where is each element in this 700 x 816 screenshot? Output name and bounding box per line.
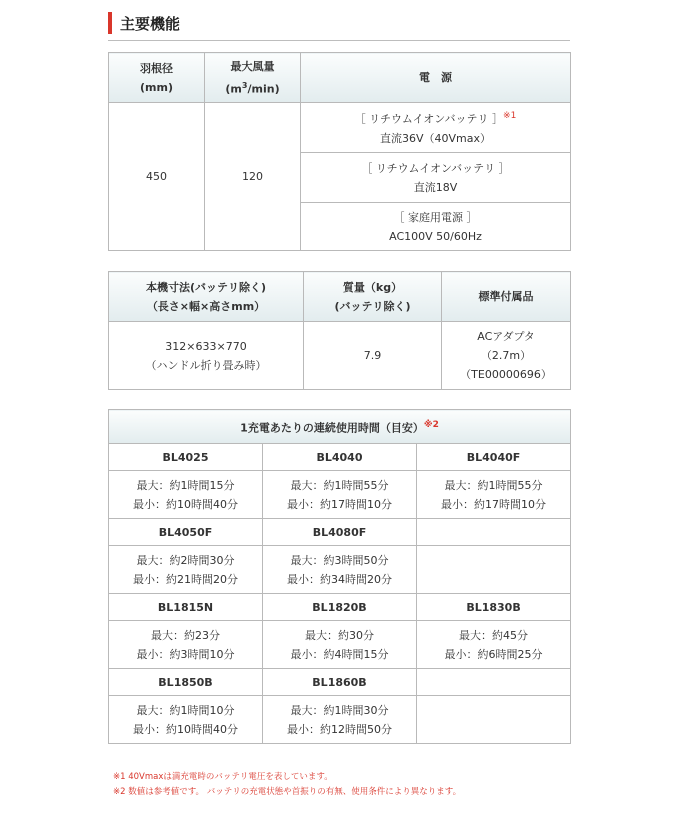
dimensions-header: 本機寸法(バッテリ除く) （長さ×幅×高さmm） (109, 272, 304, 322)
section-title: 主要機能 (120, 14, 181, 33)
power-row-36v: ［ リチウムイオンバッテリ ］$^{※1}$ 直流36V（40Vmax） (301, 103, 571, 153)
accent-bar (108, 12, 112, 34)
power-source-header: 電 源 (301, 53, 571, 103)
runtime-min: 最小：約10時間40分 (133, 722, 238, 736)
runtime-title: 1充電あたりの連続使用時間（目安）$^{※2}$ (109, 410, 571, 444)
runtime-max: 最大：約3時間50分 (290, 553, 389, 567)
empty-cell (417, 696, 571, 744)
battery-runtime-values (109, 471, 263, 519)
battery-runtime-values (263, 696, 417, 744)
footnote-1: ※1 40Vmaxは満充電時のバッテリ電圧を表しています。 (113, 772, 333, 782)
battery-model-label: BL4040 (263, 444, 417, 471)
battery-model-label: BL4080F (263, 519, 417, 546)
battery-model-label: BL4040F (417, 444, 571, 471)
footnotes (113, 770, 461, 800)
accessories-value: ACアダプタ （2.7m） （TE00000696） (442, 322, 571, 390)
specs-table (108, 52, 571, 251)
power-row-18v: ［ リチウムイオンバッテリ ］ 直流18V (301, 153, 571, 203)
runtime-max: 最大：約23分 (151, 628, 220, 642)
battery-runtime-values (109, 696, 263, 744)
footnote-2: ※2 数値は参考値です。 バッテリの充電状態や首振りの有無、使用条件により異なります。 (113, 787, 462, 797)
runtime-max: 最大：約2時間30分 (136, 553, 235, 567)
max-airflow-value: 120 (205, 103, 301, 251)
runtime-min: 最小：約6時間25分 (444, 647, 543, 661)
battery-model-label: BL1830B (417, 594, 571, 621)
dimensions-value: 312×633×770 （ハンドル折り畳み時） (109, 322, 304, 390)
runtime-min: 最小：約34時間20分 (287, 572, 392, 586)
battery-model-label: BL1860B (263, 669, 417, 696)
runtime-max: 最大：約45分 (459, 628, 529, 642)
runtime-max: 最大：約1時間15分 (136, 478, 235, 492)
empty-cell (417, 669, 571, 696)
battery-runtime-values (109, 546, 263, 594)
battery-model-label: BL1815N (109, 594, 263, 621)
empty-cell (417, 546, 571, 594)
runtime-table (108, 409, 571, 744)
runtime-max: 最大：約1時間30分 (290, 703, 389, 717)
battery-runtime-values (263, 621, 417, 669)
runtime-min: 最小：約17時間10分 (287, 497, 392, 511)
section-header (108, 12, 180, 34)
runtime-max: 最大：約1時間55分 (444, 478, 543, 492)
battery-model-label: BL4025 (109, 444, 263, 471)
runtime-min: 最小：約3時間10分 (136, 647, 235, 661)
battery-runtime-values (263, 546, 417, 594)
accessories-header: 標準付属品 (442, 272, 571, 322)
runtime-min: 最小：約21時間20分 (133, 572, 238, 586)
blade-diameter-value: 450 (109, 103, 205, 251)
runtime-min: 最小：約10時間40分 (133, 497, 238, 511)
battery-runtime-values (109, 621, 263, 669)
battery-runtime-values (263, 471, 417, 519)
runtime-min: 最小：約17時間10分 (441, 497, 547, 511)
empty-cell (417, 519, 571, 546)
battery-model-label: BL4050F (109, 519, 263, 546)
blade-diameter-header: 羽根径 (mm) (109, 53, 205, 103)
power-row-ac: ［ 家庭用電源 ］ AC100V 50/60Hz (301, 203, 571, 251)
runtime-min: 最小：約4時間15分 (290, 647, 389, 661)
battery-model-label: BL1850B (109, 669, 263, 696)
section-divider (108, 40, 570, 41)
runtime-max: 最大：約30分 (305, 628, 374, 642)
runtime-max: 最大：約1時間55分 (290, 478, 389, 492)
mass-value: 7.9 (304, 322, 442, 390)
battery-runtime-values (417, 621, 571, 669)
runtime-max: 最大：約1時間10分 (136, 703, 235, 717)
max-airflow-header: 最大風量 $(m^3/\min)$ (205, 53, 301, 103)
mass-header: 質量（kg） (バッテリ除く) (304, 272, 442, 322)
battery-runtime-values (417, 471, 571, 519)
dimensions-table (108, 271, 571, 390)
battery-model-label: BL1820B (263, 594, 417, 621)
runtime-min: 最小：約12時間50分 (287, 722, 392, 736)
